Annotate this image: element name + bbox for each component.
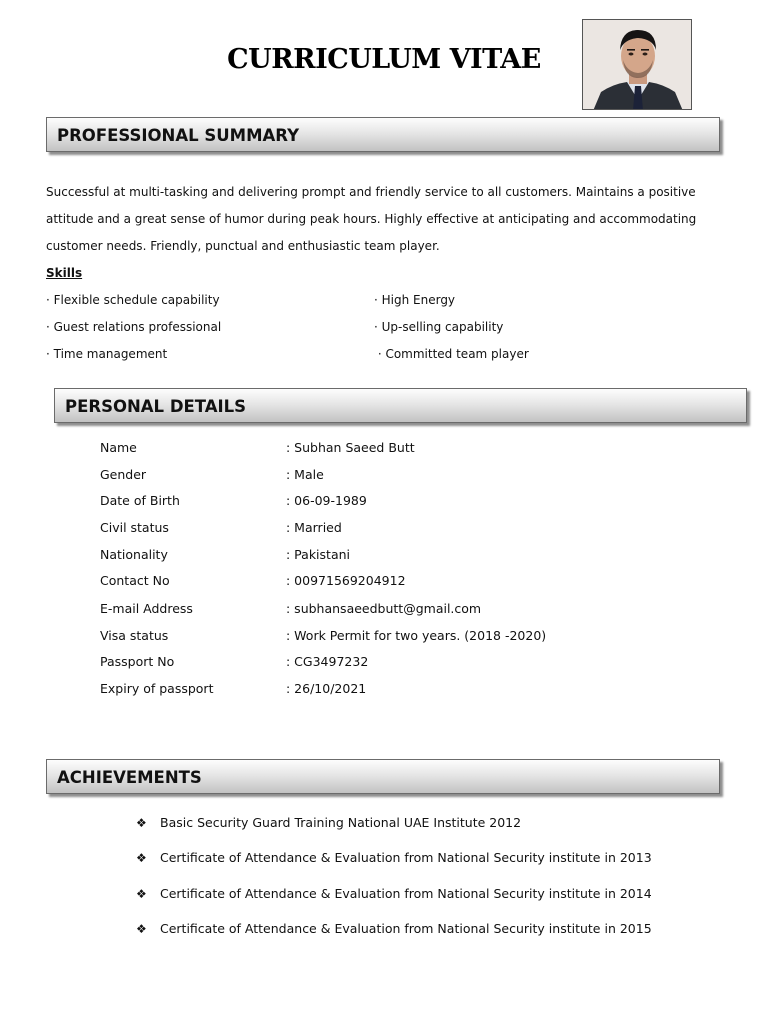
detail-value: : Pakistani bbox=[286, 547, 351, 562]
detail-value: : 26/10/2021 bbox=[286, 681, 367, 696]
detail-label: Gender bbox=[100, 467, 147, 482]
detail-label: Passport No bbox=[100, 654, 175, 669]
section-header-professional-summary bbox=[46, 117, 720, 152]
detail-label: Expiry of passport bbox=[100, 681, 214, 696]
detail-label: Date of Birth bbox=[100, 493, 180, 508]
detail-value: : CG3497232 bbox=[286, 654, 369, 669]
diamond-bullet-icon: ❖ bbox=[136, 887, 147, 901]
detail-value: : 00971569204912 bbox=[286, 573, 406, 588]
section-title: PROFESSIONAL SUMMARY bbox=[57, 126, 300, 145]
skill-item: · Time management bbox=[46, 347, 168, 361]
skill-item: · High Energy bbox=[374, 293, 456, 307]
detail-label: Contact No bbox=[100, 573, 170, 588]
achievement-item bbox=[136, 919, 652, 939]
skill-item: · Guest relations professional bbox=[46, 320, 222, 334]
section-title: PERSONAL DETAILS bbox=[65, 397, 247, 416]
summary-line: attitude and a great sense of humor during peak hours. Highly effective at anticipating and accommodating bbox=[46, 212, 697, 226]
detail-label: Visa status bbox=[100, 628, 169, 643]
achievement-text: Certificate of Attendance & Evaluation from National Security institute in 2013 bbox=[160, 850, 652, 865]
achievement-item bbox=[136, 848, 652, 868]
detail-value: : Work Permit for two years. (2018 -2020) bbox=[286, 628, 547, 643]
detail-value: : Married bbox=[286, 520, 342, 535]
diamond-bullet-icon: ❖ bbox=[136, 816, 147, 830]
detail-value: : Subhan Saeed Butt bbox=[286, 440, 415, 455]
section-title: ACHIEVEMENTS bbox=[57, 768, 202, 787]
detail-value: : 06-09-1989 bbox=[286, 493, 367, 508]
skill-item: · Flexible schedule capability bbox=[46, 293, 220, 307]
skills-heading: Skills bbox=[46, 266, 83, 280]
portrait-image bbox=[583, 20, 692, 110]
summary-line: Successful at multi-tasking and delivering prompt and friendly service to all customers. Maintains a positive bbox=[46, 185, 696, 199]
achievement-text: Certificate of Attendance & Evaluation from National Security institute in 2014 bbox=[160, 886, 652, 901]
detail-value: : Male bbox=[286, 467, 324, 482]
diamond-bullet-icon: ❖ bbox=[136, 922, 147, 936]
detail-label: Name bbox=[100, 440, 137, 455]
detail-label: Nationality bbox=[100, 547, 168, 562]
page-title: CURRICULUM VITAE bbox=[227, 44, 541, 75]
skill-item: · Up-selling capability bbox=[374, 320, 504, 334]
achievement-text: Certificate of Attendance & Evaluation from National Security institute in 2015 bbox=[160, 921, 652, 936]
summary-line: customer needs. Friendly, punctual and enthusiastic team player. bbox=[46, 239, 440, 253]
skill-item: · Committed team player bbox=[374, 347, 529, 361]
section-header-achievements bbox=[46, 759, 720, 794]
profile-photo bbox=[582, 19, 692, 110]
achievement-item bbox=[136, 884, 652, 904]
achievement-text: Basic Security Guard Training National UAE Institute 2012 bbox=[160, 815, 522, 830]
summary-paragraph bbox=[46, 179, 716, 260]
achievement-item bbox=[136, 813, 521, 833]
detail-value: : subhansaeedbutt@gmail.com bbox=[286, 601, 482, 616]
section-header-personal-details bbox=[54, 388, 747, 423]
detail-label: Civil status bbox=[100, 520, 169, 535]
detail-label: E-mail Address bbox=[100, 601, 193, 616]
diamond-bullet-icon: ❖ bbox=[136, 851, 147, 865]
